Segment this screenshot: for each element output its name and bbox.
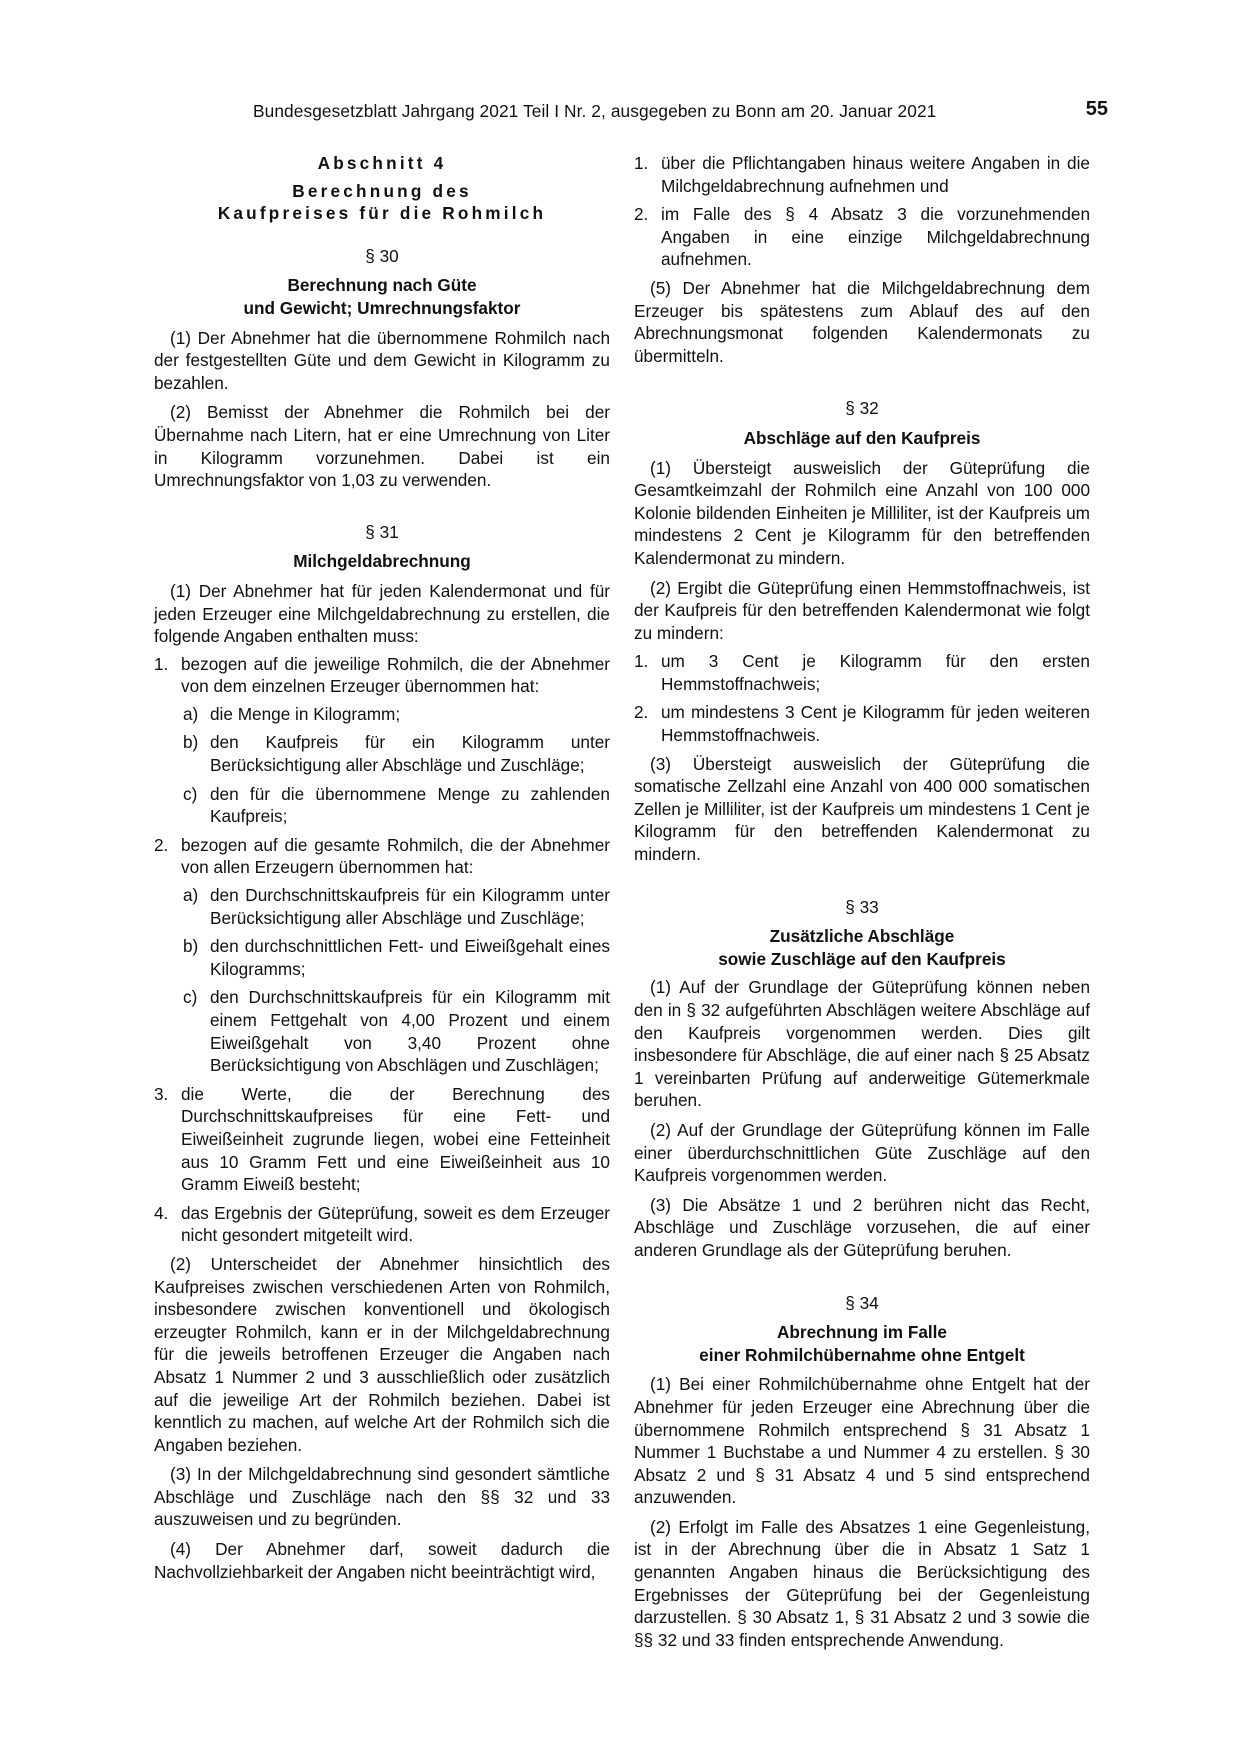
list-item: 4. das Ergebnis der Güteprüfung, soweit es dem Erzeuger nicht gesondert mitgeteilt wird. xyxy=(154,1202,610,1246)
list-item: c) den für die übernommene Menge zu zahlenden Kaufpreis; xyxy=(183,783,610,827)
list-item: a) den Durchschnittskaufpreis für ein Kilogramm unter Berücksichtigung aller Abschläge und Zuschläge; xyxy=(183,885,610,928)
right-column xyxy=(634,152,1090,1651)
p31-abs3: (3) In der Milchgeldabrechnung sind gesondert sämtliche Abschläge und Zuschläge nach den §§ 32 und 33 auszuweisen und zu begründen. xyxy=(154,1464,610,1530)
p33-abs2: (2) Auf der Grundlage der Güteprüfung können im Falle einer überdurchschnittlichen Güte Zuschläge auf den Kaufpreis vorgenommen werden. xyxy=(634,1119,1090,1186)
page-number: 55 xyxy=(1085,98,1108,120)
paragraph-heading-30-line2: und Gewicht; Umrechnungsfaktor xyxy=(243,297,521,318)
paragraph-heading-34-line2: einer Rohmilchübernahme ohne Entgelt xyxy=(699,1344,1025,1365)
paragraph-number-34: § 34 xyxy=(845,1292,879,1313)
p34-abs2: (2) Erfolgt im Falle des Absatzes 1 eine Gegenleistung, ist in der Abrechnung über die in Absatz 1 Satz 1 genannten Angaben hinaus die Berücksichtigung des Ergebnisses der Güteprüfung bei der Gegenleistung darzustellen. § 30 Absatz 1, § 31 Absatz 2 und 3 sowie die §§ 32 und 33 finden entsprechende Anwendung. xyxy=(634,1516,1090,1650)
list-item: 1. über die Pflichtangaben hinaus weitere Angaben in die Milchgeldabrechnung aufnehmen und xyxy=(634,153,1090,196)
paragraph-heading-33-line2: sowie Zuschläge auf den Kaufpreis xyxy=(718,948,1006,969)
list-item: 3. die Werte, die der Berechnung des Durchschnittskaufpreises für eine Fett- und Eiweißeinheit zugrunde liegen, wobei eine Fetteinheit aus 10 Gramm Fett und eine Eiweißeinheit aus 10 Gramm Eiweiß besteht; xyxy=(154,1083,610,1195)
p30-abs2: (2) Bemisst der Abnehmer die Rohmilch bei der Übernahme nach Litern, hat er eine Umrechnung von Liter in Kilogramm vorzunehmen. Dabei ist ein Umrechnungsfaktor von 1,03 zu verwenden. xyxy=(154,402,610,491)
running-title: Bundesgesetzblatt Jahrgang 2021 Teil I Nr. 2, ausgegeben zu Bonn am 20. Januar 2021 xyxy=(253,101,937,121)
section-title-line1: Berechnung des xyxy=(292,180,472,201)
list-item: 1. um 3 Cent je Kilogramm für den ersten Hemmstoffnachweis; xyxy=(634,651,1090,694)
list-item: 2. bezogen auf die gesamte Rohmilch, die der Abnehmer von allen Erzeugern übernommen hat: xyxy=(154,834,610,878)
p33-abs3: (3) Die Absätze 1 und 2 berühren nicht das Recht, Abschläge und Zuschläge vorzusehen, die auf einer anderen Grundlage als der Güteprüfung beruhen. xyxy=(634,1194,1090,1260)
list-item: 2. im Falle des § 4 Absatz 3 die vorzunehmenden Angaben in eine einzige Milchgeldabrechnung aufnehmen. xyxy=(634,204,1090,270)
p34-abs1: (1) Bei einer Rohmilchübernahme ohne Entgelt hat der Abnehmer für jeden Erzeuger eine Abrechnung über die übernommene Rohmilch entsprechend § 31 Absatz 1 Nummer 1 Buchstabe a und Nummer 4 zu erstellen. § 30 Absatz 2 und § 31 Absatz 4 und 5 sind entsprechend anzuwenden. xyxy=(634,1374,1090,1508)
p31-abs1: (1) Der Abnehmer hat für jeden Kalendermonat und für jeden Erzeuger eine Milchgeldabrechnung zu erstellen, die folgende Angaben enthalten muss: xyxy=(154,580,610,647)
paragraph-heading-32: Abschläge auf den Kaufpreis xyxy=(743,427,981,448)
p32-abs1: (1) Übersteigt ausweislich der Güteprüfung die Gesamtkeimzahl der Rohmilch eine Anzahl von 100 000 Kolonie bildenden Einheiten je Milliliter, ist der Kaufpreis um mindestens 2 Cent je Kilogramm für den betreffenden Kalendermonat zu mindern. xyxy=(634,457,1090,568)
p33-abs1: (1) Auf der Grundlage der Güteprüfung können neben den in § 32 aufgeführten Abschlägen weitere Abschläge auf den Kaufpreis vorgenommen werden. Dies gilt insbesondere für Abschläge, die auf einer nach § 25 Absatz 1 vereinbarten Prüfung auf anderweitige Gütemerkmale beruhen. xyxy=(634,977,1090,1111)
list-item: b) den Kaufpreis für ein Kilogramm unter Berücksichtigung aller Abschläge und Zuschläge; xyxy=(183,732,610,776)
p31-abs4: (4) Der Abnehmer darf, soweit dadurch die Nachvollziehbarkeit der Angaben nicht beeinträchtigt wird, xyxy=(154,1539,610,1582)
paragraph-number-31: § 31 xyxy=(365,521,399,542)
p32-abs3: (3) Übersteigt ausweislich der Güteprüfung die somatische Zellzahl eine Anzahl von 400 000 somatischen Zellen je Milliliter, ist der Kaufpreis um mindestens 1 Cent je Kilogramm für den betreffenden Kalendermonat zu mindern. xyxy=(634,753,1090,865)
paragraph-heading-34-line1: Abrechnung im Falle xyxy=(777,1322,947,1343)
p31-abs2: (2) Unterscheidet der Abnehmer hinsichtlich des Kaufpreises zwischen verschiedenen Arten von Rohmilch, insbesondere zwischen konventionell und ökologisch erzeugter Rohmilch, kann er in der Milchgeldabrechnung für die jeweils betroffenen Erzeuger die Angaben nach Absatz 1 Nummer 2 und 3 ausschließlich oder zusätzlich auf die jeweilige Art der Rohmilch beziehen. Dabei ist kenntlich zu machen, auf welche Art der Rohmilch sich die Angaben beziehen. xyxy=(154,1253,610,1455)
section-label: Abschnitt 4 xyxy=(317,153,447,173)
list-item: b) den durchschnittlichen Fett- und Eiweißgehalt eines Kilogramms; xyxy=(183,936,610,979)
paragraph-number-30: § 30 xyxy=(365,245,399,266)
left-column xyxy=(154,152,610,1583)
paragraph-heading-33-line1: Zusätzliche Abschläge xyxy=(769,926,955,947)
p31-abs5: (5) Der Abnehmer hat die Milchgeldabrechnung dem Erzeuger bis spätestens zum Ablauf des auf den Abrechnungsmonat folgenden Kalendermonats zu übermitteln. xyxy=(634,277,1090,366)
paragraph-number-33: § 33 xyxy=(845,896,879,917)
list-item: a) die Menge in Kilogramm; xyxy=(183,703,401,724)
list-item: 2. um mindestens 3 Cent je Kilogramm für jeden weiteren Hemmstoffnachweis. xyxy=(634,702,1090,746)
p30-abs1: (1) Der Abnehmer hat die übernommene Rohmilch nach der festgestellten Güte und dem Gewicht in Kilogramm zu bezahlen. xyxy=(154,327,610,393)
section-title-line2: Kaufpreises für die Rohmilch xyxy=(217,203,547,224)
list-item: c) den Durchschnittskaufpreis für ein Kilogramm mit einem Fettgehalt von 4,00 Prozent und einem Eiweißgehalt von 3,40 Prozent ohne Berücksichtigung von Abschlägen und Zuschlägen; xyxy=(183,987,610,1076)
p32-abs2: (2) Ergibt die Güteprüfung einen Hemmstoffnachweis, ist der Kaufpreis für den betreffenden Kalendermonat wie folgt zu mindern: xyxy=(634,577,1090,643)
paragraph-heading-31: Milchgeldabrechnung xyxy=(293,551,471,572)
paragraph-number-32: § 32 xyxy=(845,398,879,419)
paragraph-heading-30-line1: Berechnung nach Güte xyxy=(287,275,477,296)
page-header xyxy=(253,98,1108,131)
list-item: 1. bezogen auf die jeweilige Rohmilch, die der Abnehmer von dem einzelnen Erzeuger übernommen hat: xyxy=(154,653,610,697)
